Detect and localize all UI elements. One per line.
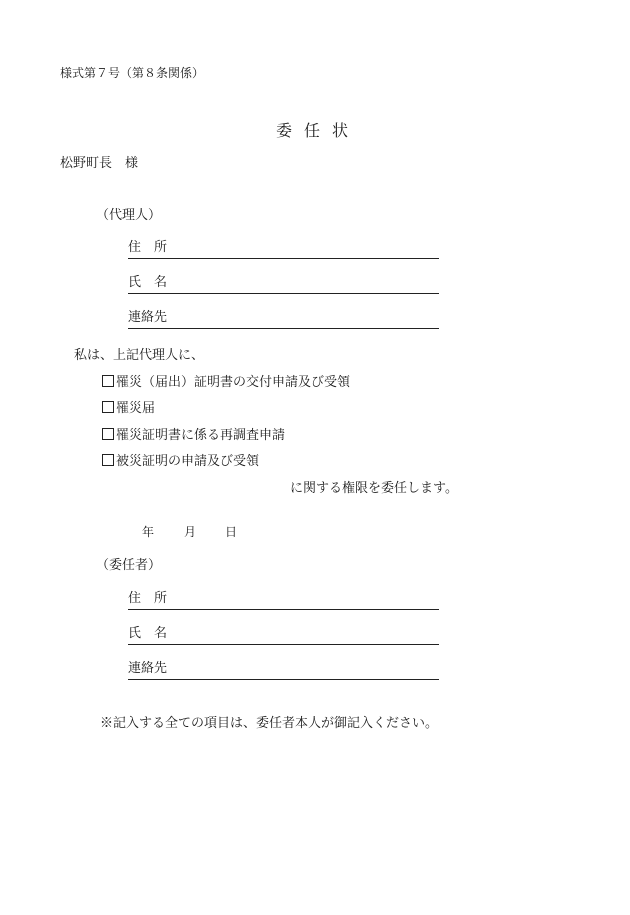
title-char: 任 [304, 121, 321, 140]
field-label: 住 所 [128, 240, 168, 255]
title-char: 委 [276, 121, 293, 140]
document-title [270, 118, 354, 141]
checkbox[interactable] [102, 375, 114, 387]
field-label: 連絡先 [128, 661, 168, 676]
checkbox[interactable] [102, 401, 114, 413]
option-item[interactable] [102, 428, 285, 444]
checkbox[interactable] [102, 454, 114, 466]
option-item[interactable] [102, 401, 155, 417]
principal-contact-field[interactable] [128, 661, 439, 680]
title-char: 状 [332, 121, 349, 140]
agent-heading: （代理人） [96, 208, 162, 223]
agent-contact-field[interactable] [128, 310, 439, 329]
agent-name-field[interactable] [128, 275, 439, 294]
option-label: 罹災証明書に係る再調査申請 [116, 428, 286, 443]
date-year-label: 年 [142, 525, 155, 539]
option-item[interactable] [102, 375, 350, 391]
field-label: 氏 名 [128, 626, 168, 641]
delegation-text: に関する権限を委任します。 [290, 481, 458, 496]
principal-heading: （委任者） [96, 558, 162, 573]
field-label: 住 所 [128, 591, 168, 606]
option-label: 被災証明の申請及び受領 [116, 454, 260, 469]
agent-address-field[interactable] [128, 240, 439, 259]
field-label: 氏 名 [128, 275, 168, 290]
note: ※記入する全ての項目は、委任者本人が御記入ください。 [100, 716, 439, 731]
field-label: 連絡先 [128, 310, 168, 325]
checkbox[interactable] [102, 428, 114, 440]
option-label: 罹災届 [116, 401, 156, 416]
statement: 私は、上記代理人に、 [74, 348, 205, 363]
principal-address-field[interactable] [128, 591, 439, 610]
option-item[interactable] [102, 454, 259, 470]
addressee: 松野町長 様 [60, 156, 139, 171]
form-number: 様式第７号（第８条関係） [60, 66, 205, 80]
date-day-label: 日 [225, 525, 238, 539]
date-month-label: 月 [184, 525, 197, 539]
option-label: 罹災（届出）証明書の交付申請及び受領 [116, 375, 351, 390]
principal-name-field[interactable] [128, 626, 439, 645]
